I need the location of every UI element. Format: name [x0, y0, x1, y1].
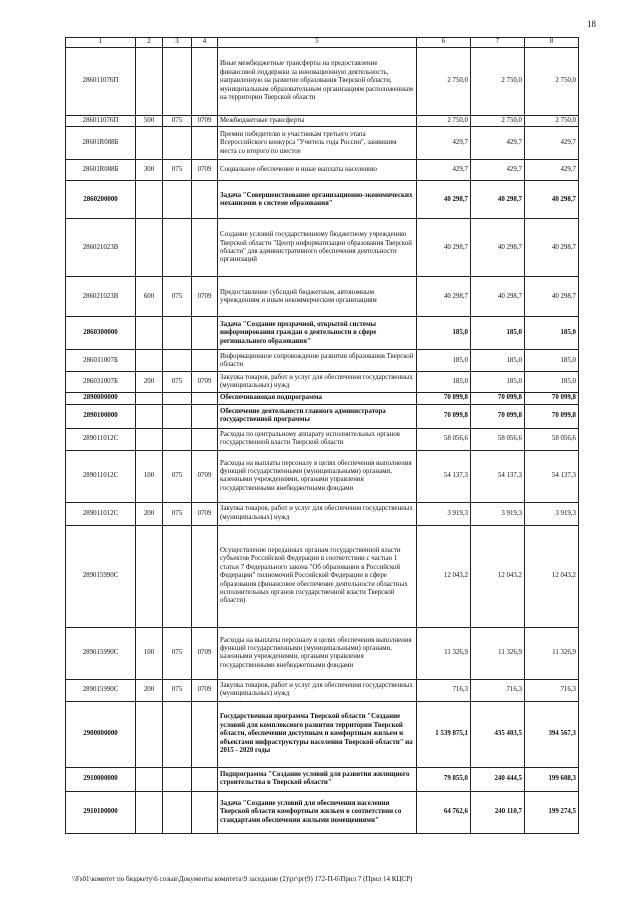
amount-cell-6: 185,0 — [417, 317, 471, 350]
amount-cell-8: 40 298,7 — [525, 219, 579, 277]
amount-cell-8: 185,0 — [525, 372, 579, 393]
amount-cell-7: 240 444,5 — [471, 767, 525, 791]
expense-type-cell — [136, 219, 163, 277]
department-code-cell: 075 — [163, 116, 192, 127]
kcsr-code-cell: 289015990С — [66, 525, 136, 627]
amount-cell-8: 70 099,8 — [525, 393, 579, 404]
expense-type-cell — [136, 48, 163, 116]
kcsr-code-cell: 2890000000 — [66, 393, 136, 404]
column-header: 7 — [471, 38, 525, 48]
amount-cell-8: 199 608,3 — [525, 767, 579, 791]
table-row — [66, 372, 579, 393]
column-header: 3 — [163, 38, 192, 48]
department-code-cell: 075 — [163, 502, 192, 525]
department-code-cell — [163, 181, 192, 219]
amount-cell-8: 70 099,8 — [525, 404, 579, 428]
amount-cell-8: 429,7 — [525, 127, 579, 160]
expense-type-cell — [136, 127, 163, 160]
amount-cell-8: 429,7 — [525, 160, 579, 181]
department-code-cell — [163, 525, 192, 627]
amount-cell-7: 70 099,8 — [471, 393, 525, 404]
expense-type-cell: 500 — [136, 116, 163, 127]
description-cell: Создание условий государственному бюджетному учреждению Тверской области "Центр информатизации образования Тверской области" для административного обеспечения деятельности организаций — [218, 219, 417, 277]
amount-cell-6: 1 539 875,1 — [417, 701, 471, 767]
department-code-cell — [163, 219, 192, 277]
table-row — [66, 502, 579, 525]
amount-cell-8: 54 137,3 — [525, 450, 579, 502]
expense-type-cell — [136, 525, 163, 627]
amount-cell-8: 12 043,2 — [525, 525, 579, 627]
amount-cell-7: 435 403,5 — [471, 701, 525, 767]
expense-type-cell: 100 — [136, 627, 163, 679]
kcsr-code-cell: 286021023В — [66, 277, 136, 317]
table-row — [66, 219, 579, 277]
amount-cell-7: 429,7 — [471, 127, 525, 160]
amount-cell-8: 58 056,6 — [525, 428, 579, 450]
amount-cell-6: 58 056,6 — [417, 428, 471, 450]
amount-cell-7: 54 137,3 — [471, 450, 525, 502]
amount-cell-7: 40 298,7 — [471, 219, 525, 277]
kcsr-code-cell: 2890100000 — [66, 404, 136, 428]
amount-cell-7: 240 110,7 — [471, 791, 525, 833]
section-code-cell: 0709 — [192, 679, 218, 701]
section-code-cell: 0709 — [192, 277, 218, 317]
kcsr-code-cell: 289011012С — [66, 428, 136, 450]
section-code-cell — [192, 428, 218, 450]
amount-cell-7: 40 298,7 — [471, 277, 525, 317]
expense-type-cell: 600 — [136, 277, 163, 317]
table-row — [66, 116, 579, 127]
department-code-cell — [163, 48, 192, 116]
column-header: 8 — [525, 38, 579, 48]
column-header: 2 — [136, 38, 163, 48]
kcsr-code-cell: 286031007Б — [66, 350, 136, 372]
section-code-cell: 0709 — [192, 116, 218, 127]
department-code-cell — [163, 791, 192, 833]
table-row — [66, 791, 579, 833]
column-header: 6 — [417, 38, 471, 48]
amount-cell-6: 716,3 — [417, 679, 471, 701]
description-cell: Иные межбюджетные трансферты на предоставление финансовой поддержки за инновационную деятельность, направленную на развитие образования Тверской области, муниципальным образовательным организациям расположенным на территории Тверской области — [218, 48, 417, 116]
kcsr-code-cell: 289015990С — [66, 627, 136, 679]
table-row — [66, 393, 579, 404]
amount-cell-6: 40 298,7 — [417, 277, 471, 317]
section-code-cell: 0709 — [192, 627, 218, 679]
section-code-cell — [192, 525, 218, 627]
description-cell: Закупка товаров, работ и услуг для обеспечения государственных (муниципальных) нужд — [218, 502, 417, 525]
column-header: 5 — [218, 38, 417, 48]
expense-type-cell: 100 — [136, 450, 163, 502]
table-row — [66, 317, 579, 350]
amount-cell-8: 2 750,0 — [525, 48, 579, 116]
department-code-cell — [163, 428, 192, 450]
section-code-cell — [192, 404, 218, 428]
kcsr-code-cell: 2860300000 — [66, 317, 136, 350]
department-code-cell — [163, 127, 192, 160]
section-code-cell — [192, 219, 218, 277]
amount-cell-6: 64 762,6 — [417, 791, 471, 833]
department-code-cell — [163, 404, 192, 428]
amount-cell-7: 70 099,8 — [471, 404, 525, 428]
department-code-cell — [163, 350, 192, 372]
table-row — [66, 181, 579, 219]
amount-cell-7: 2 750,0 — [471, 48, 525, 116]
amount-cell-7: 12 043,2 — [471, 525, 525, 627]
description-cell: Социальное обеспечение и иные выплаты населению — [218, 160, 417, 181]
amount-cell-7: 2 750,0 — [471, 116, 525, 127]
column-header: 4 — [192, 38, 218, 48]
kcsr-code-cell: 2910000000 — [66, 767, 136, 791]
amount-cell-8: 40 298,7 — [525, 181, 579, 219]
amount-cell-8: 185,0 — [525, 317, 579, 350]
table-row — [66, 48, 579, 116]
page-number: 18 — [587, 19, 596, 29]
department-code-cell — [163, 701, 192, 767]
table-row — [66, 767, 579, 791]
expense-type-cell — [136, 317, 163, 350]
amount-cell-6: 70 099,8 — [417, 393, 471, 404]
amount-cell-6: 429,7 — [417, 127, 471, 160]
section-code-cell — [192, 48, 218, 116]
amount-cell-8: 185,0 — [525, 350, 579, 372]
expense-type-cell: 200 — [136, 679, 163, 701]
amount-cell-7: 11 326,9 — [471, 627, 525, 679]
description-cell: Обеспечение деятельности главного администратора государственной программы — [218, 404, 417, 428]
amount-cell-7: 185,0 — [471, 317, 525, 350]
kcsr-code-cell: 2860200000 — [66, 181, 136, 219]
amount-cell-6: 40 298,7 — [417, 181, 471, 219]
kcsr-code-cell: 28601R088Б — [66, 160, 136, 181]
description-cell: Расходы на выплаты персоналу в целях обеспечения выполнения функций государственными (муниципальными) органами, казенными учреждениями, органами управления государственными внебюджетными фондами — [218, 627, 417, 679]
table-row — [66, 627, 579, 679]
amount-cell-6: 12 043,2 — [417, 525, 471, 627]
amount-cell-6: 11 326,9 — [417, 627, 471, 679]
amount-cell-7: 429,7 — [471, 160, 525, 181]
department-code-cell: 075 — [163, 372, 192, 393]
table-row — [66, 679, 579, 701]
budget-table — [65, 37, 579, 834]
department-code-cell — [163, 767, 192, 791]
kcsr-code-cell: 286031007Б — [66, 372, 136, 393]
amount-cell-8: 716,3 — [525, 679, 579, 701]
description-cell: Закупка товаров, работ и услуг для обеспечения государственных (муниципальных) нужд — [218, 372, 417, 393]
section-code-cell: 0709 — [192, 450, 218, 502]
section-code-cell — [192, 350, 218, 372]
table-row — [66, 127, 579, 160]
amount-cell-6: 54 137,3 — [417, 450, 471, 502]
kcsr-code-cell: 2900000000 — [66, 701, 136, 767]
expense-type-cell — [136, 393, 163, 404]
section-code-cell — [192, 317, 218, 350]
amount-cell-7: 58 056,6 — [471, 428, 525, 450]
table-header-row — [66, 38, 579, 48]
expense-type-cell: 300 — [136, 160, 163, 181]
column-header: 1 — [66, 38, 136, 48]
department-code-cell: 075 — [163, 679, 192, 701]
amount-cell-7: 40 298,7 — [471, 181, 525, 219]
expense-type-cell — [136, 428, 163, 450]
amount-cell-6: 3 919,3 — [417, 502, 471, 525]
description-cell: Межбюджетные трансферты — [218, 116, 417, 127]
kcsr-code-cell: 28601R088Б — [66, 127, 136, 160]
amount-cell-8: 3 919,3 — [525, 502, 579, 525]
expense-type-cell — [136, 350, 163, 372]
amount-cell-6: 185,0 — [417, 372, 471, 393]
amount-cell-7: 185,0 — [471, 372, 525, 393]
amount-cell-7: 3 919,3 — [471, 502, 525, 525]
section-code-cell — [192, 181, 218, 219]
table-row — [66, 350, 579, 372]
footer-file-path: \\Fs01\комитет по бюджету\6 созыв\Документы комитета\9 заседание (2)\рг\рг(9) 172-П-6\Прил 7 (Прил 14 КЦСР) — [72, 875, 413, 883]
amount-cell-8: 199 274,5 — [525, 791, 579, 833]
description-cell: Премии победителю и участникам третьего этапа Всероссийского конкурса "Учитель года России", занявшим места со второго по шестое — [218, 127, 417, 160]
amount-cell-7: 185,0 — [471, 350, 525, 372]
table-row — [66, 160, 579, 181]
kcsr-code-cell: 289011012С — [66, 450, 136, 502]
description-cell: Задача "Совершенствование организационно-экономических механизмов в системе образования" — [218, 181, 417, 219]
section-code-cell: 0709 — [192, 160, 218, 181]
expense-type-cell — [136, 404, 163, 428]
section-code-cell — [192, 701, 218, 767]
table-row — [66, 428, 579, 450]
expense-type-cell — [136, 791, 163, 833]
expense-type-cell — [136, 701, 163, 767]
amount-cell-8: 40 298,7 — [525, 277, 579, 317]
expense-type-cell — [136, 181, 163, 219]
kcsr-code-cell: 286021023В — [66, 219, 136, 277]
section-code-cell — [192, 127, 218, 160]
kcsr-code-cell: 286011076П — [66, 116, 136, 127]
amount-cell-8: 2 750,0 — [525, 116, 579, 127]
kcsr-code-cell: 286011076П — [66, 48, 136, 116]
table-row — [66, 525, 579, 627]
description-cell: Обеспечивающая подпрограмма — [218, 393, 417, 404]
amount-cell-8: 11 326,9 — [525, 627, 579, 679]
kcsr-code-cell: 289015990С — [66, 679, 136, 701]
table-row — [66, 404, 579, 428]
department-code-cell — [163, 317, 192, 350]
description-cell: Расходы по центральному аппарату исполнительных органов государственной власти Тверской области — [218, 428, 417, 450]
section-code-cell — [192, 791, 218, 833]
department-code-cell — [163, 393, 192, 404]
section-code-cell: 0709 — [192, 502, 218, 525]
section-code-cell: 0709 — [192, 372, 218, 393]
department-code-cell: 075 — [163, 627, 192, 679]
department-code-cell: 075 — [163, 160, 192, 181]
description-cell: Государственная программа Тверской области "Создание условий для комплексного развития территории Тверской области, обеспечения доступным и комфортным жильем и объектами инфраструктуры населения Тверской области" на 2015 - 2020 годы — [218, 701, 417, 767]
description-cell: Подпрограмма "Создание условий для развития жилищного строительства в Тверской области" — [218, 767, 417, 791]
kcsr-code-cell: 289011012С — [66, 502, 136, 525]
amount-cell-6: 2 750,0 — [417, 116, 471, 127]
amount-cell-6: 70 099,8 — [417, 404, 471, 428]
section-code-cell — [192, 393, 218, 404]
table-row — [66, 450, 579, 502]
section-code-cell — [192, 767, 218, 791]
department-code-cell: 075 — [163, 450, 192, 502]
table-body — [66, 48, 579, 834]
kcsr-code-cell: 2910100000 — [66, 791, 136, 833]
amount-cell-7: 716,3 — [471, 679, 525, 701]
amount-cell-8: 394 567,3 — [525, 701, 579, 767]
description-cell: Осуществление переданных органам государственной власти субъектов Российской Федерации в соответствии с частью 1 статьи 7 Федерального закона "Об образовании в Российской Федерации" полномочий Российской Федерации в сфере образования (финансовое обеспечение деятельности областных исполнительных органов государственной власти Тверской области) — [218, 525, 417, 627]
expense-type-cell: 200 — [136, 502, 163, 525]
table-row — [66, 701, 579, 767]
department-code-cell: 075 — [163, 277, 192, 317]
description-cell: Предоставление субсидий бюджетным, автономным учреждениям и иным некоммерческим организациям — [218, 277, 417, 317]
description-cell: Информационное сопровождение развития образования Тверской области — [218, 350, 417, 372]
table-row — [66, 277, 579, 317]
expense-type-cell: 200 — [136, 372, 163, 393]
amount-cell-6: 429,7 — [417, 160, 471, 181]
expense-type-cell — [136, 767, 163, 791]
amount-cell-6: 40 298,7 — [417, 219, 471, 277]
description-cell: Расходы на выплаты персоналу в целях обеспечения выполнения функций государственными (муниципальными) органами, казенными учреждениями, органами управления государственными внебюджетными фондами — [218, 450, 417, 502]
description-cell: Задача "Создание прозрачной, открытой системы информирования граждан о деятельности в сфере регионального образования" — [218, 317, 417, 350]
description-cell: Задача "Создание условий для обеспечения населения Тверской области комфортным жильем в соответствии со стандартами обеспечения жилыми помещениями" — [218, 791, 417, 833]
description-cell: Закупка товаров, работ и услуг для обеспечения государственных (муниципальных) нужд — [218, 679, 417, 701]
amount-cell-6: 2 750,0 — [417, 48, 471, 116]
amount-cell-6: 79 855,0 — [417, 767, 471, 791]
amount-cell-6: 185,0 — [417, 350, 471, 372]
